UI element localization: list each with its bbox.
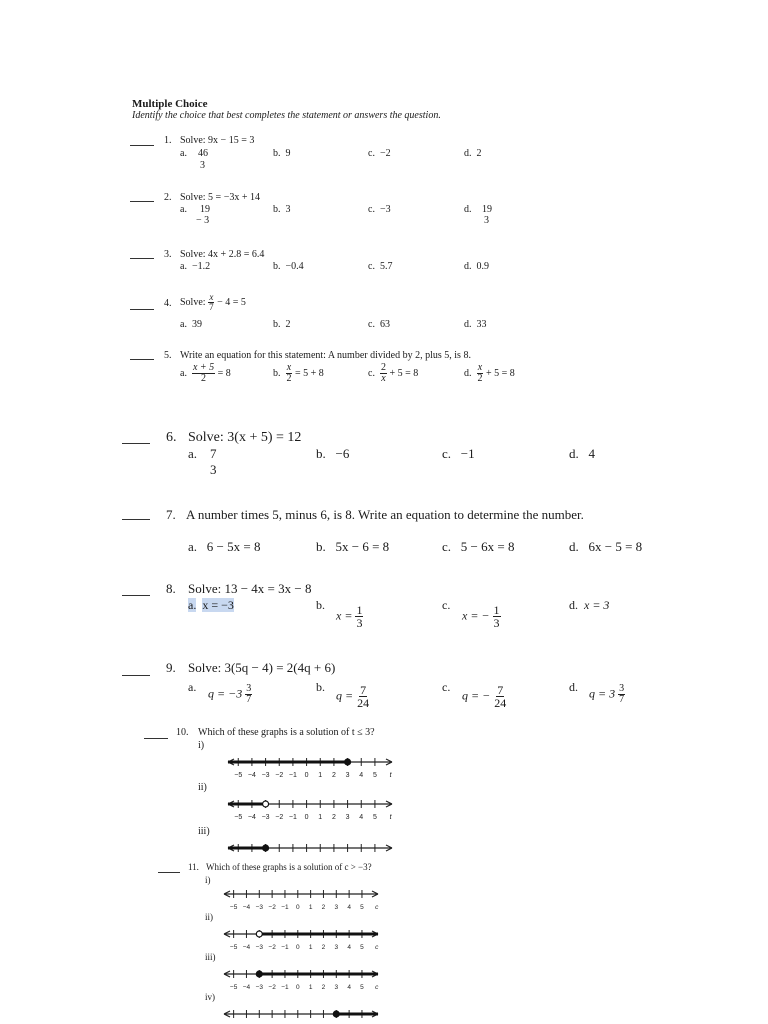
closed-endpoint: [256, 971, 262, 977]
option-b-lhs: x =: [336, 608, 353, 623]
tick-label: −1: [288, 814, 297, 821]
option-a-numerator: 19: [200, 204, 210, 215]
tick-label: −4: [247, 772, 256, 779]
closed-endpoint: [333, 1011, 339, 1017]
option-label: a.: [180, 261, 187, 272]
fraction-denominator: 7: [209, 302, 214, 312]
tick-label: −3: [261, 814, 270, 821]
tick-label: 5: [372, 772, 377, 779]
option-b-numerator: 1: [356, 603, 363, 617]
question-text: Solve: 13 − 4x = 3x − 8: [188, 581, 312, 596]
option-c-value: −1: [460, 446, 475, 461]
tick-label: −5: [229, 904, 238, 911]
tick-label: 4: [359, 814, 364, 821]
arrow-right-icon: [372, 931, 378, 937]
option-a-numerator: 7: [210, 446, 217, 461]
option-d-value: 2: [476, 148, 482, 159]
option-label: c.: [442, 539, 452, 554]
answer-blank[interactable]: [130, 258, 154, 259]
option-b-value: 2: [285, 319, 291, 330]
question-text: Solve: 3(5q − 4) = 2(4q + 6): [188, 660, 336, 675]
option-c-lhs: q = −: [462, 688, 491, 703]
option-d-numerator: x: [477, 362, 483, 373]
graph-option-label: ii): [198, 782, 207, 793]
section-title: Multiple Choice: [132, 98, 208, 110]
option-b-numerator: 7: [360, 683, 367, 697]
option-a-denominator: 3: [204, 215, 210, 226]
option-c-value: 5 − 6x = 8: [460, 539, 515, 554]
tick-label: −5: [234, 772, 243, 779]
option-label: b.: [273, 204, 281, 215]
question-text: A number times 5, minus 6, is 8. Write an equation to determine the number.: [186, 507, 584, 522]
option-label: b.: [273, 367, 281, 379]
variable-label: c: [375, 904, 379, 911]
option-label: c.: [442, 680, 451, 694]
tick-label: −5: [234, 814, 243, 821]
question-text: Solve: 4x + 2.8 = 6.4: [180, 249, 265, 260]
option-a-denominator: 3: [210, 462, 217, 477]
variable-label: c: [375, 944, 379, 951]
question-text: Solve: 9x − 15 = 3: [180, 135, 255, 146]
option-label: a.: [188, 598, 197, 612]
option-label: b.: [316, 539, 326, 554]
option-b-lhs: q =: [336, 688, 354, 703]
tick-label: −4: [242, 944, 251, 951]
option-d-denominator: 3: [484, 215, 489, 226]
option-label: d.: [464, 367, 472, 379]
tick-label: 4: [347, 904, 351, 911]
graph-option-label: iii): [198, 826, 210, 837]
answer-blank[interactable]: [130, 145, 154, 146]
option-b-value: −6: [335, 446, 350, 461]
option-a-sign: −: [196, 215, 202, 226]
tick-label: 1: [308, 944, 313, 951]
option-d-denominator: 2: [477, 373, 483, 384]
open-endpoint: [256, 931, 262, 937]
tick-label: −1: [281, 944, 289, 951]
question-number: 3.: [164, 249, 172, 260]
option-c-numerator: 2: [380, 362, 386, 373]
option-b-denominator: 24: [357, 696, 370, 710]
tick-label: −5: [229, 944, 238, 951]
option-a-lhs: q = −3: [208, 686, 243, 701]
option-label: b.: [316, 598, 325, 612]
option-c-denominator: x: [381, 373, 386, 384]
graph-option-label: i): [205, 875, 211, 885]
tick-label: −1: [281, 984, 289, 991]
question-number: 4.: [164, 298, 172, 309]
tick-label: 1: [318, 814, 323, 821]
option-a-denominator: 3: [200, 160, 205, 171]
tick-label: 4: [347, 984, 351, 991]
arrow-right-icon: [372, 891, 378, 897]
option-label: b.: [273, 261, 281, 272]
option-label: d.: [464, 319, 472, 330]
question-number: 6.: [166, 430, 177, 445]
question-text: Solve: 3(x + 5) = 12: [188, 430, 302, 445]
tick-label: 3: [334, 984, 339, 991]
question-number: 10.: [176, 727, 189, 738]
arrow-left-icon: [228, 801, 234, 807]
option-label: d.: [569, 680, 578, 694]
answer-blank[interactable]: [130, 201, 154, 202]
answer-blank[interactable]: [158, 872, 180, 873]
option-a-value: 39: [191, 319, 202, 330]
open-endpoint: [263, 801, 269, 807]
tick-label: 0: [295, 904, 300, 911]
tick-label: −2: [268, 944, 276, 951]
option-label: b.: [316, 446, 326, 461]
arrow-left-icon: [228, 845, 234, 851]
tick-label: 0: [295, 944, 300, 951]
section-instructions: Identify the choice that best completes the statement or answers the question.: [132, 110, 441, 121]
tick-label: −2: [275, 814, 284, 821]
tick-label: −4: [242, 984, 251, 991]
tick-label: 2: [331, 814, 336, 821]
option-b-rest: = 5 + 8: [295, 367, 324, 379]
answer-blank[interactable]: [122, 519, 150, 520]
arrow-right-icon: [386, 759, 392, 765]
tick-label: −5: [229, 984, 238, 991]
tick-label: 3: [334, 904, 339, 911]
option-d-numerator: 3: [619, 683, 625, 694]
question-number: 9.: [166, 660, 176, 675]
option-a-numerator: 46: [198, 148, 208, 159]
option-a-denominator: 7: [246, 694, 252, 705]
tick-label: 2: [321, 904, 326, 911]
question-suffix: − 4 = 5: [217, 296, 246, 308]
variable-label: c: [375, 984, 379, 991]
option-label: d.: [569, 539, 579, 554]
question-text: Which of these graphs is a solution of t ≤ 3?: [198, 727, 375, 738]
option-c-rest: + 5 = 8: [389, 367, 419, 379]
option-label: d.: [464, 148, 472, 159]
arrow-left-icon: [228, 759, 234, 765]
option-a-value: 6 − 5x = 8: [206, 539, 261, 554]
tick-label: −3: [261, 772, 270, 779]
variable-label: t: [389, 772, 392, 779]
option-d-value: 6x − 5 = 8: [588, 539, 643, 554]
option-label: d.: [464, 204, 472, 215]
tick-label: 5: [360, 904, 364, 911]
tick-label: 3: [345, 814, 350, 821]
question-number: 2.: [164, 192, 172, 203]
question-text: Write an equation for this statement: A number divided by 2, plus 5, is 8.: [180, 350, 471, 361]
option-d-value: 4: [588, 446, 595, 461]
graph-option-label: iii): [205, 952, 216, 962]
tick-label: −2: [268, 984, 276, 991]
question-number: 5.: [164, 350, 172, 361]
option-d-rest: + 5 = 8: [486, 367, 515, 379]
option-label: a.: [188, 680, 197, 694]
fraction-numerator: x: [209, 292, 214, 302]
tick-label: −1: [288, 772, 297, 779]
graph-option-label: i): [198, 740, 205, 751]
option-b-numerator: x: [286, 362, 292, 373]
option-label: a.: [188, 539, 198, 554]
question-number: 8.: [166, 581, 176, 596]
arrow-left-icon: [224, 891, 230, 897]
question-prefix: Solve:: [180, 296, 206, 308]
option-c-numerator: 1: [493, 603, 500, 617]
option-label: a.: [180, 148, 187, 159]
option-label: c.: [368, 319, 375, 330]
question-text: Solve: 5 = −3x + 14: [180, 192, 260, 203]
arrow-left-icon: [224, 1011, 230, 1017]
option-d-denominator: 7: [619, 694, 625, 705]
option-b-value: 5x − 6 = 8: [335, 539, 390, 554]
option-b-denominator: 3: [356, 616, 363, 630]
tick-label: −3: [255, 904, 264, 911]
question-number: 1.: [164, 135, 172, 146]
option-c-lhs: x = −: [462, 608, 490, 623]
option-c-value: −3: [379, 204, 391, 215]
option-label: c.: [368, 261, 375, 272]
tick-label: 0: [295, 984, 300, 991]
tick-label: 4: [347, 944, 351, 951]
variable-label: t: [389, 814, 392, 821]
option-label: c.: [442, 446, 452, 461]
arrow-right-icon: [386, 801, 392, 807]
option-b-value: −0.4: [285, 261, 304, 272]
answer-blank[interactable]: [122, 595, 150, 596]
tick-label: 4: [359, 772, 364, 779]
option-a-numerator: x + 5: [192, 362, 215, 373]
option-label: b.: [316, 680, 325, 694]
tick-label: 0: [304, 772, 309, 779]
option-b-value: 9: [285, 148, 291, 159]
option-c-value: 5.7: [379, 261, 393, 272]
option-label: d.: [569, 446, 579, 461]
tick-label: −4: [247, 814, 256, 821]
option-c-denominator: 24: [494, 696, 507, 710]
option-label: c.: [442, 598, 451, 612]
option-a-value: −1.2: [191, 261, 211, 272]
option-b-value: 3: [285, 204, 291, 215]
tick-label: −4: [242, 904, 251, 911]
tick-label: 1: [308, 984, 313, 991]
tick-label: −3: [255, 984, 264, 991]
tick-label: 2: [331, 772, 336, 779]
tick-label: −2: [275, 772, 284, 779]
question-number: 7.: [166, 507, 176, 522]
answer-blank[interactable]: [130, 359, 154, 360]
answer-blank[interactable]: [122, 443, 150, 444]
arrow-right-icon: [386, 845, 392, 851]
option-label: b.: [273, 319, 281, 330]
tick-label: 1: [308, 904, 313, 911]
option-b-denominator: 2: [286, 373, 292, 384]
arrow-right-icon: [372, 971, 378, 977]
option-label: c.: [368, 204, 375, 215]
option-label: c.: [368, 148, 375, 159]
option-c-denominator: 3: [493, 616, 500, 630]
graph-option-label: iv): [205, 992, 215, 1002]
tick-label: 3: [345, 772, 350, 779]
tick-label: −3: [255, 944, 264, 951]
answer-blank[interactable]: [144, 738, 168, 739]
option-label: c.: [368, 367, 375, 379]
tick-label: −1: [281, 904, 289, 911]
option-a-rest: = 8: [217, 367, 231, 379]
closed-endpoint: [263, 845, 269, 851]
option-d-value: 33: [476, 319, 487, 330]
tick-label: 2: [321, 984, 326, 991]
arrow-left-icon: [224, 971, 230, 977]
option-c-value: 63: [379, 319, 390, 330]
option-label: a.: [180, 204, 187, 215]
tick-label: 2: [321, 944, 326, 951]
option-label: a.: [188, 446, 198, 461]
option-label: d.: [464, 261, 472, 272]
tick-label: 5: [372, 814, 377, 821]
option-d-value: x = 3: [584, 598, 610, 612]
tick-label: 5: [360, 984, 364, 991]
option-c-value: −2: [379, 148, 391, 159]
closed-endpoint: [345, 759, 351, 765]
option-d-lhs: q = 3: [589, 686, 616, 701]
question-number: 11.: [188, 862, 199, 872]
answer-blank[interactable]: [130, 309, 154, 310]
option-a-denominator: 2: [201, 373, 207, 384]
option-label: a.: [180, 367, 187, 379]
tick-label: 3: [334, 944, 339, 951]
tick-label: 0: [304, 814, 309, 821]
option-label: a.: [180, 319, 187, 330]
tick-label: 1: [318, 772, 323, 779]
option-d-value: 0.9: [476, 261, 489, 272]
option-c-numerator: 7: [497, 683, 504, 697]
option-a-numerator: 3: [246, 683, 252, 694]
arrow-left-icon: [224, 931, 230, 937]
option-label: b.: [273, 148, 281, 159]
tick-label: −2: [268, 904, 276, 911]
question-text: Which of these graphs is a solution of c > −3?: [206, 862, 372, 872]
arrow-right-icon: [372, 1011, 378, 1017]
option-d-numerator: 19: [482, 204, 492, 215]
tick-label: 5: [360, 944, 364, 951]
answer-blank[interactable]: [122, 675, 150, 676]
graph-option-label: ii): [205, 912, 213, 922]
option-a-value: x = −3: [202, 598, 234, 612]
option-label: d.: [569, 598, 578, 612]
